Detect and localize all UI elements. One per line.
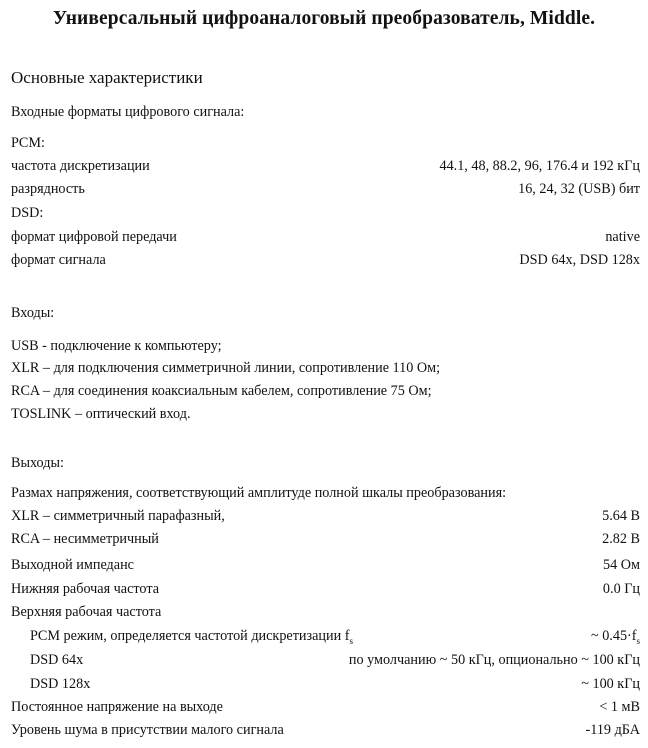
document-title: Универсальный цифроаналоговый преобразователь, Middle. xyxy=(52,8,596,29)
dsd-heading: DSD: xyxy=(11,205,44,221)
pcm-rate-value: 44.1, 48, 88.2, 96, 176.4 и 192 кГц xyxy=(439,158,640,174)
low-freq-label: Нижняя рабочая частота xyxy=(11,581,159,597)
noise-value: -119 дБА xyxy=(585,722,640,738)
impedance-value: 54 Ом xyxy=(603,557,640,573)
pcm-heading: PCM: xyxy=(11,135,45,151)
outputs-heading: Выходы: xyxy=(11,455,64,471)
input-item-usb: USB - подключение к компьютеру; xyxy=(11,338,222,354)
rca-output-value: 2.82 В xyxy=(602,531,640,547)
section-heading: Основные характеристики xyxy=(11,68,203,87)
dsd64-label: DSD 64x xyxy=(30,652,84,668)
dsd128-label: DSD 128x xyxy=(30,676,91,692)
dc-label: Постоянное напряжение на выходе xyxy=(11,699,223,715)
inputs-heading: Входы: xyxy=(11,305,55,321)
dsd-signal-label: формат сигнала xyxy=(11,252,106,268)
high-freq-label: Верхняя рабочая частота xyxy=(11,604,162,620)
input-item-xlr: XLR – для подключения симметричной линии, сопротивление 110 Ом; xyxy=(11,360,441,376)
dsd64-note: по умолчанию ~ 50 кГц, опционально ~ 100 кГц xyxy=(348,652,640,668)
input-item-toslink: TOSLINK – оптический вход. xyxy=(11,406,191,422)
rca-output-label: RCA – несимметричный xyxy=(11,531,159,547)
input-item-rca: RCA – для соединения коаксиальным кабелем, сопротивление 75 Ом; xyxy=(11,383,432,399)
xlr-output-label: XLR – симметричный парафазный, xyxy=(11,508,225,524)
xlr-output-value: 5.64 В xyxy=(602,508,640,524)
swing-heading: Размах напряжения, соответствующий амплитуде полной шкалы преобразования: xyxy=(11,485,507,501)
pcm-mode-value: ~ $0.45\cdot f_s$ xyxy=(590,628,640,646)
pcm-mode-label: PCM режим, определяется частотой дискретизации $f_s$ xyxy=(30,628,353,646)
dc-value: < 1 мВ xyxy=(599,699,640,715)
pcm-bits-value: 16, 24, 32 (USB) бит xyxy=(518,181,640,197)
dsd-transfer-label: формат цифровой передачи xyxy=(11,229,177,245)
dsd128-value: ~ 100 кГц xyxy=(581,676,640,692)
pcm-bits-label: разрядность xyxy=(11,181,85,197)
dsd-transfer-value: native xyxy=(605,229,640,245)
noise-label: Уровень шума в присутствии малого сигнала xyxy=(11,722,284,738)
input-formats-heading: Входные форматы цифрового сигнала: xyxy=(11,104,245,120)
pcm-rate-label: частота дискретизации xyxy=(11,158,150,174)
dsd-signal-value: DSD 64x, DSD 128x xyxy=(519,252,640,268)
low-freq-value: 0.0 Гц xyxy=(602,581,640,597)
impedance-label: Выходной импеданс xyxy=(11,557,134,573)
